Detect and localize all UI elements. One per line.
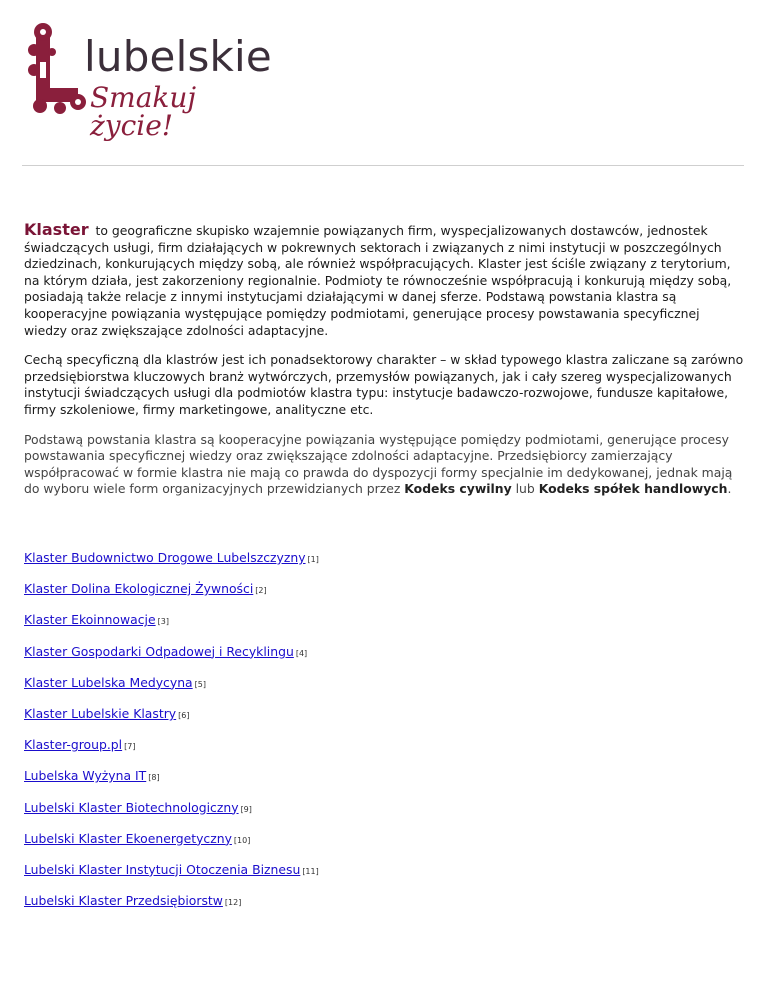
reference-marker: [3] <box>157 617 169 627</box>
cluster-link[interactable]: Klaster Lubelska Medycyna <box>24 674 193 690</box>
list-item <box>24 862 744 893</box>
cluster-link[interactable]: Lubelski Klaster Ekoenergetyczny <box>24 830 232 846</box>
reference-marker: [11] <box>302 866 319 876</box>
cluster-link[interactable]: Lubelski Klaster Przedsiębiorstw <box>24 893 223 909</box>
list-item <box>24 768 744 799</box>
list-item <box>24 800 744 831</box>
list-item <box>24 550 744 581</box>
list-item <box>24 831 744 862</box>
cluster-link[interactable]: Klaster-group.pl <box>24 737 123 753</box>
header-divider <box>22 165 744 166</box>
cluster-link[interactable]: Klaster Dolina Ekologicznej Żywności <box>24 581 254 597</box>
reference-marker: [9] <box>240 804 252 814</box>
list-item <box>24 737 744 768</box>
list-item <box>24 893 744 924</box>
commercial-code-bold: Kodeks spółek handlowych <box>538 481 728 497</box>
term-heading: Klaster <box>24 220 89 239</box>
reference-marker: [1] <box>307 555 319 564</box>
article-body <box>24 222 744 511</box>
list-item <box>24 612 744 643</box>
reference-marker: [6] <box>178 710 190 720</box>
civil-code-bold: Kodeks cywilny <box>404 481 512 497</box>
logo-tagline: Smakuj życie! <box>90 81 197 142</box>
characteristics-paragraph: Cechą specyficzną dla klastrów jest ich ponadsektorowy charakter – w skład typowego klastra zaliczane są zarówno przedsiębiorstwa kluczowych branż wytwórczych, przemysłów powiązanych, jak i cały szereg wyspecjalizowanych instytucji świadczących usługi dla podmiotów klastra typu: instytucje badawczo-rozwojowe, fundusze kapitałowe, firmy szkoleniowe, firmy marketingowe, analityczne etc. <box>24 352 744 417</box>
cluster-link[interactable]: Lubelska Wyżyna IT <box>24 768 147 784</box>
reference-marker: [8] <box>148 773 160 783</box>
intro-paragraph <box>24 222 744 339</box>
cluster-link[interactable]: Klaster Gospodarki Odpadowej i Recyklingu <box>24 643 294 659</box>
logo-wordmark: lubelskie <box>84 32 272 81</box>
legal-forms-conjunction: lub <box>511 481 539 497</box>
list-item <box>24 581 744 612</box>
list-item <box>24 644 744 675</box>
cluster-links-list <box>24 550 744 924</box>
reference-marker: [5] <box>194 679 206 689</box>
reference-marker: [10] <box>233 835 251 845</box>
cluster-link[interactable]: Lubelski Klaster Instytucji Otoczenia Biznesu <box>24 861 301 877</box>
term-definition: to geograficzne skupisko wzajemnie powiązanych firm, wyspecjalizowanych dostawców, jednostek świadczących usługi, firm działających w pokrewnych sektorach i związanych z nimi instytucji w poszczególnych dziedzinach, konkurujących między sobą, ale również współpracujących. Klaster jest ściśle związany z terytorium, na którym działa, jest zakorzeniony regionalnie. Podmioty te równocześnie współpracują i konkurują między sobą, posiadają także relacje z innymi instytucjami działającymi w danej sferze. Podstawą powstania klastra są kooperacyjne powiązania występujące pomiędzy podmiotami, generujące procesy powstawania specyficznej wiedzy oraz zwiększające zdolności adaptacyjne. <box>24 223 732 338</box>
legal-forms-end: . <box>727 481 732 497</box>
legal-forms-paragraph <box>24 432 744 498</box>
legal-forms-text: Podstawą powstania klastra są kooperacyjne powiązania występujące pomiędzy podmiotami, generujące procesy powstawania specyficznej wiedzy oraz zwiększające zdolności adaptacyjne. Przedsiębiorcy zamierzający współpracować w formie klastra nie mają co prawda do dyspozycji formy specjalnie im dedykowanej, jednak mają do wyboru wiele form organizacyjnych przewidzianych przez <box>24 431 733 497</box>
lubelskie-logo[interactable] <box>26 22 276 142</box>
cluster-link[interactable]: Lubelski Klaster Biotechnologiczny <box>24 799 239 815</box>
reference-marker: [2] <box>255 586 267 596</box>
list-item <box>24 675 744 706</box>
cluster-link[interactable]: Klaster Ekoinnowacje <box>24 612 156 628</box>
cluster-link[interactable]: Klaster Lubelskie Klastry <box>24 705 177 721</box>
reference-marker: [4] <box>295 648 308 658</box>
reference-marker: [7] <box>124 742 136 752</box>
reference-marker: [12] <box>224 898 242 908</box>
list-item <box>24 706 744 737</box>
cluster-link[interactable]: Klaster Budownictwo Drogowe Lubelszczyzny <box>24 550 306 565</box>
